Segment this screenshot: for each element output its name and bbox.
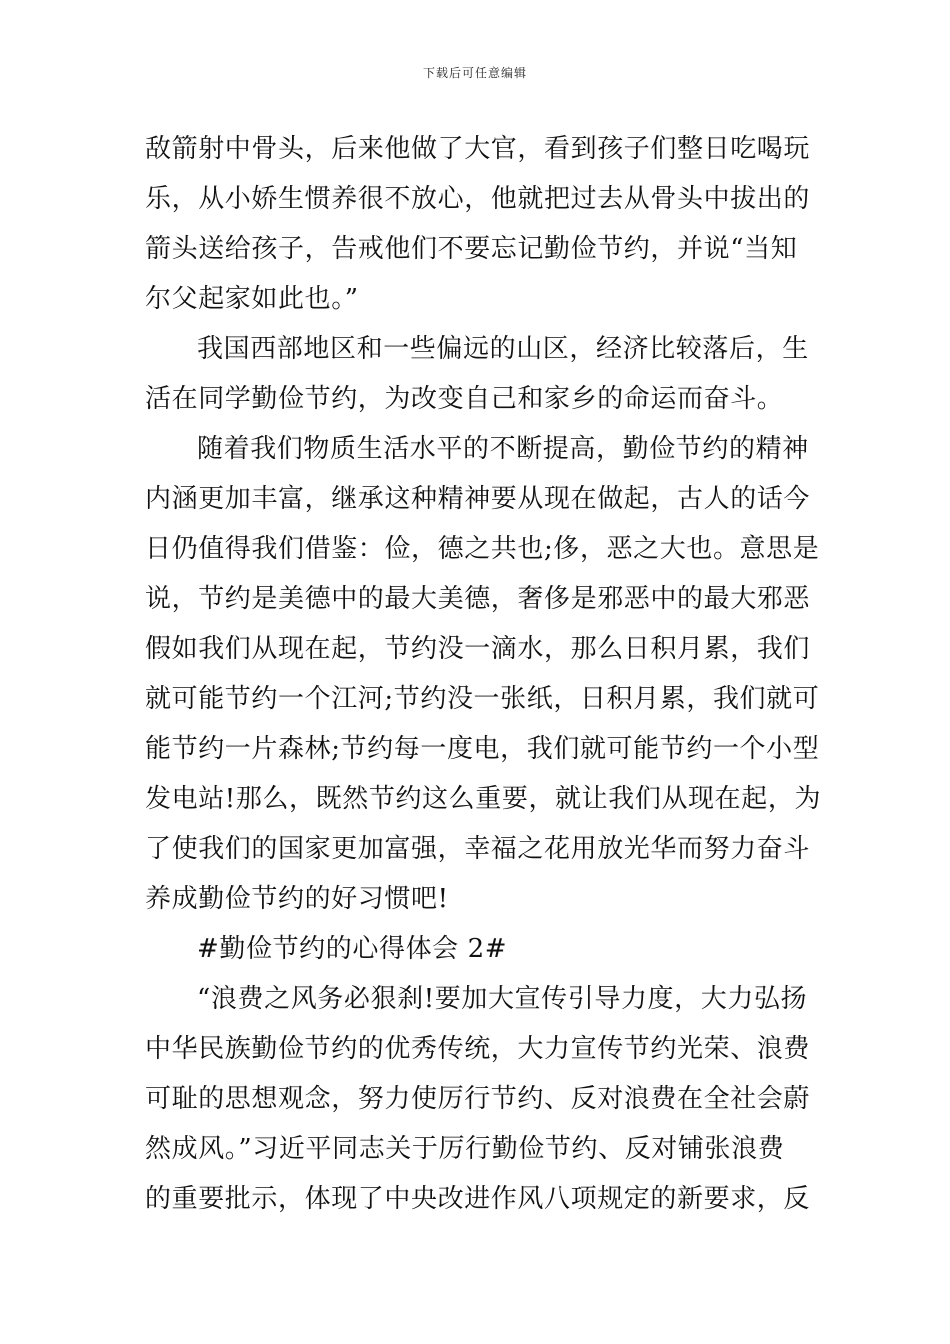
text-line: 发电站!那么，既然节约这么重要，就让我们从现在起，为 (145, 784, 822, 814)
text-line: 敌箭射中骨头，后来他做了大官，看到孩子们整日吃喝玩 (145, 134, 811, 164)
text-line: “浪费之风务必狠刹!要加大宣传引导力度，大力弘扬 (197, 984, 808, 1014)
page-header: 下载后可任意编辑 (422, 66, 527, 80)
text-line: 能节约一片森林;节约每一度电，我们就可能节约一个小型 (145, 734, 820, 764)
text-line: 就可能节约一个江河;节约没一张纸，日积月累，我们就可 (145, 684, 820, 714)
text-line: #勤俭节约的心得体会 2# (197, 934, 508, 964)
text-line: 我国西部地区和一些偏远的山区，经济比较落后，生 (197, 334, 809, 364)
text-line: 乐，从小娇生惯养很不放心，他就把过去从骨头中拔出的 (145, 184, 811, 214)
text-line: 中华民族勤俭节约的优秀传统，大力宣传节约光荣、浪费 (145, 1034, 811, 1064)
text-line: 养成勤俭节约的好习惯吧! (145, 884, 449, 914)
text-line: 随着我们物质生活水平的不断提高，勤俭节约的精神 (197, 434, 809, 464)
text-line: 日仍值得我们借鉴：俭，德之共也;侈，恶之大也。意思是 (145, 534, 820, 564)
text-line: 尔父起家如此也。” (145, 284, 359, 314)
text-line: 可耻的思想观念，努力使厉行节约、反对浪费在全社会蔚 (145, 1084, 811, 1114)
text-line: 说，节约是美德中的最大美德，奢侈是邪恶中的最大邪恶 (145, 584, 811, 614)
text-line: 活在同学勤俭节约，为改变自己和家乡的命运而奋斗。 (145, 384, 784, 414)
text-line: 了使我们的国家更加富强，幸福之花用放光华而努力奋斗 (145, 834, 811, 864)
text-line: 内涵更加丰富，继承这种精神要从现在做起，古人的话今 (145, 484, 811, 514)
text-line: 然成风。”习近平同志关于厉行勤俭节约、反对铺张浪费 (145, 1134, 785, 1164)
text-line: 假如我们从现在起，节约没一滴水，那么日积月累，我们 (145, 634, 811, 664)
text-line: 的重要批示，体现了中央改进作风八项规定的新要求，反 (145, 1184, 811, 1214)
document-body (145, 124, 822, 1224)
text-line: 箭头送给孩子，告戒他们不要忘记勤俭节约，并说“当知 (145, 234, 798, 264)
